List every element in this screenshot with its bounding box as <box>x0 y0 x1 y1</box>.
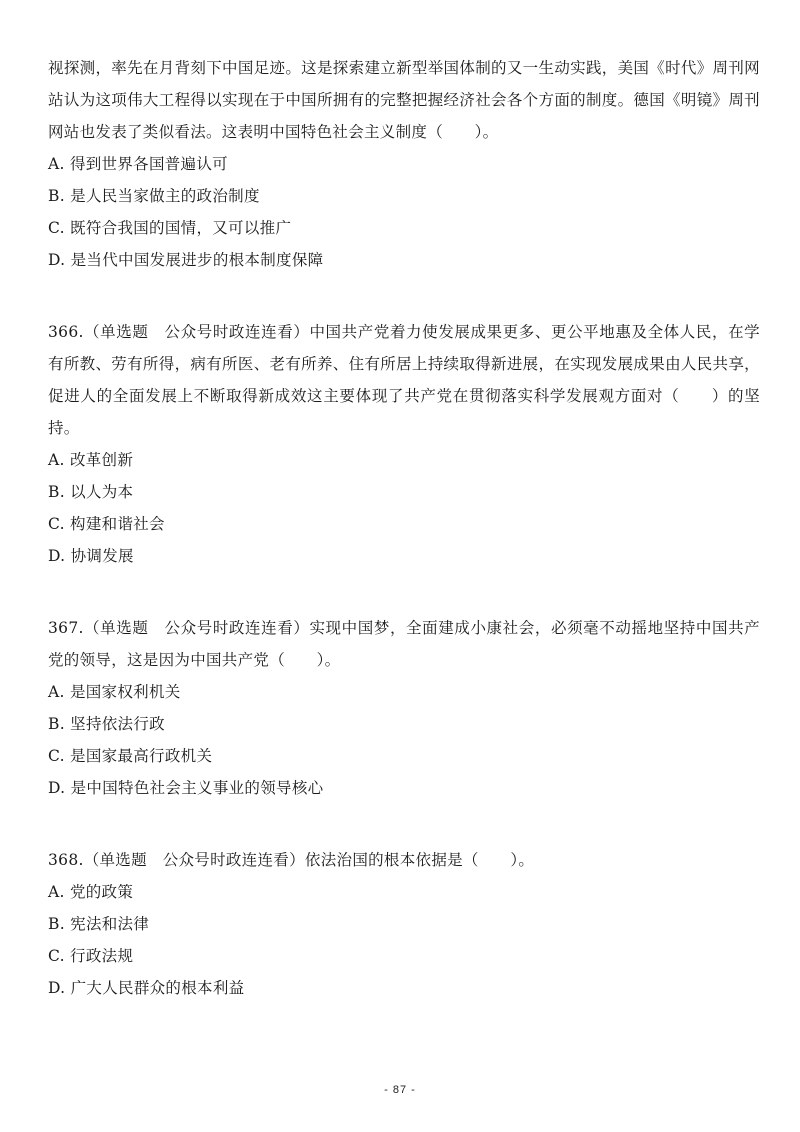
question-367 <box>48 612 760 804</box>
option-b: B. 坚持依法行政 <box>48 715 165 733</box>
option-c: C. 构建和谐社会 <box>48 515 165 533</box>
question-text: 368.（单选题 公众号时政连连看）依法治国的根本依据是（ ）。 <box>48 851 535 869</box>
question-continuation <box>48 52 760 276</box>
option-c: C. 行政法规 <box>48 947 134 965</box>
option-a: A. 党的政策 <box>48 883 134 901</box>
spacer <box>48 572 760 612</box>
question-368 <box>48 844 760 1004</box>
question-text: 366.（单选题 公众号时政连连看）中国共产党着力使发展成果更多、更公平地惠及全体人民，在学有所教、劳有所得，病有所医、老有所养、住有所居上持续取得新进展，在实现发展成果由人民共享，促进人的全面发展上不断取得新成效这主要体现了共产党在贯彻落实科学发展观方面对（ ）的坚持。 <box>48 323 760 437</box>
option-b: B. 以人为本 <box>48 483 134 501</box>
question-text: 视探测，率先在月背刻下中国足迹。这是探索建立新型举国体制的又一生动实践，美国《时代》周刊网站认为这项伟大工程得以实现在于中国所拥有的完整把握经济社会各个方面的制度。德国《明镜》周刊网站也发表了类似看法。这表明中国特色社会主义制度（ ）。 <box>48 59 760 141</box>
option-a: A. 改革创新 <box>48 451 134 469</box>
question-text: 367.（单选题 公众号时政连连看）实现中国梦，全面建成小康社会，必须毫不动摇地坚持中国共产党的领导，这是因为中国共产党（ ）。 <box>48 619 760 669</box>
page-number: - 87 - <box>384 1084 416 1096</box>
question-366 <box>48 316 760 572</box>
spacer <box>48 804 760 844</box>
option-d: D. 协调发展 <box>48 547 134 565</box>
option-a: A. 得到世界各国普遍认可 <box>48 155 228 173</box>
option-d: D. 是中国特色社会主义事业的领导核心 <box>48 779 324 797</box>
option-b: B. 是人民当家做主的政治制度 <box>48 187 260 205</box>
option-d: D. 是当代中国发展进步的根本制度保障 <box>48 251 324 269</box>
option-b: B. 宪法和法律 <box>48 915 150 933</box>
option-d: D. 广大人民群众的根本利益 <box>48 979 245 997</box>
option-c: C. 是国家最高行政机关 <box>48 747 213 765</box>
document-body <box>48 52 760 1004</box>
spacer <box>48 276 760 316</box>
option-c: C. 既符合我国的国情，又可以推广 <box>48 219 292 237</box>
option-a: A. 是国家权利机关 <box>48 683 181 701</box>
